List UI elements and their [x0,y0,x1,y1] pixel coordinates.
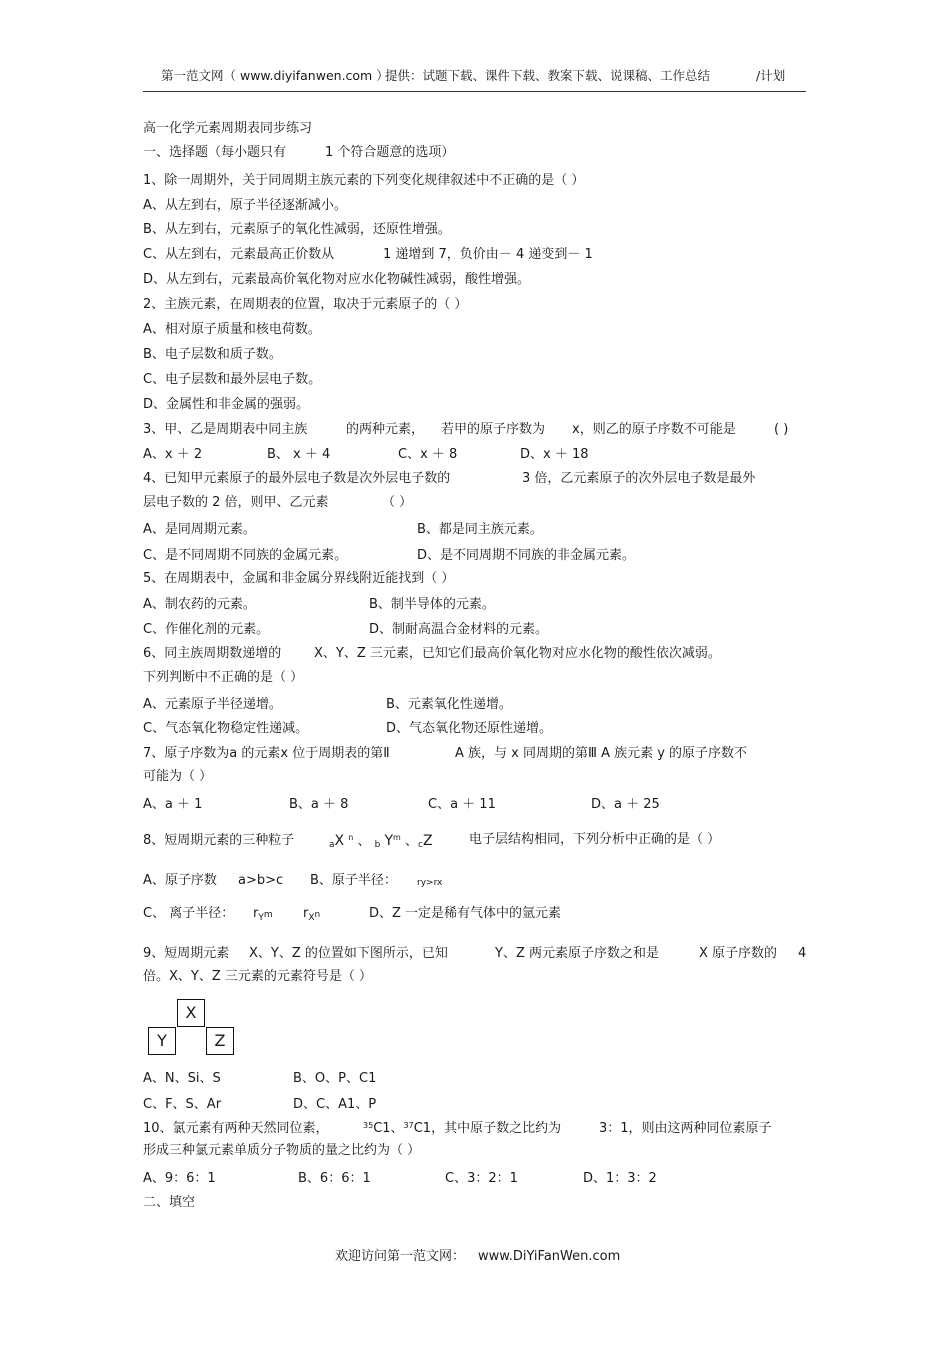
q6-option-a: A、元素原子半径递增。 [143,697,282,712]
q6-stem-1a: 6、同主族周期数递增的 [143,646,282,661]
q8-sep-2: 、 [404,834,418,849]
q7-option-b: B、a ＋ 8 [289,797,349,812]
q10-stem-2: 形成三种氯元素单质分子物质的量之比约为（ ） [143,1143,421,1158]
q7-option-c: C、a ＋ 11 [428,797,496,812]
q8-particle-x [329,833,433,850]
q6-option-b: B、元素氧化性递增。 [386,697,512,712]
q3-stem-3: 若甲的原子序数为 [441,422,546,437]
q6-stem-1b: X、Y、Z 三元素，已知它们最高价氧化物对应水化物的酸性依次减弱。 [314,646,721,661]
q10-option-b: B、6：6：1 [298,1171,371,1186]
q9-diagram-box-y: Y [148,1027,176,1055]
header-provides: 提供：试题下载、课件下载、教案下载、说课稿、工作总结 [385,68,711,83]
q8-particle-x-sub: a [329,840,335,850]
q4-stem-1a: 4、已知甲元素原子的最外层电子数是次外层电子数的 [143,471,451,486]
q8-c-sub1: Y [258,913,264,923]
q7-option-a: A、a ＋ 1 [143,797,203,812]
footer-text: 欢迎访问第一范文网： [335,1249,466,1264]
q8-option-c-rx [303,906,320,923]
q8-c-sup2: n [314,910,321,920]
q4-option-b: B、都是同主族元素。 [417,522,543,537]
q9-stem-2: 倍。X、Y、Z 三元素的元素符号是（ ） [143,969,373,984]
q4-option-d: D、是不同周期不同族的非金属元素。 [417,548,636,563]
q4-option-c: C、是不同周期不同族的金属元素。 [143,548,348,563]
q5-option-c: C、作催化剂的元素。 [143,622,270,637]
q8-c-r2: r [303,906,309,921]
q8-option-c: C、 离子半径： [143,906,235,921]
q10-sup-35: 35 [363,1121,374,1130]
section2-label: 二、填空 [143,1195,196,1210]
q1-option-c: C、从左到右，元素最高正价数从 [143,247,335,262]
q3-stem-1: 3、甲、乙是周期表中同主族 [143,422,308,437]
q8-c-sup1: m [263,910,273,920]
q4-stem-1b: 3 倍，乙元素原子的次外层电子数是最外 [522,471,756,486]
q10-isotopes [363,1121,561,1137]
q8-option-a: A、原子序数 [143,873,217,888]
q7-stem-2: 可能为（ ） [143,769,213,784]
q8-option-c-ry [253,906,273,923]
q9-stem-1d: X 原子序数的 [699,946,778,961]
q5-option-b: B、制半导体的元素。 [369,597,495,612]
q8-particle-y-sup: m [393,833,401,842]
q8-particle-z-sub: c [418,840,423,850]
q3-option-b: B、 x ＋ 4 [267,447,331,462]
section1-note: 1 个符合题意的选项） [325,145,455,160]
footer-link[interactable]: www.DiYiFanWen.com [478,1249,621,1264]
q9-stem-1a: 9、短周期元素 [143,946,230,961]
q9-stem-1e: 4 [798,946,807,961]
q7-stem-1b: A 族，与 x 同周期的第Ⅲ A 族元素 y 的原子序数不 [455,746,748,761]
q5-option-a: A、制农药的元素。 [143,597,256,612]
q6-option-d: D、气态氧化物还原性递增。 [386,721,553,736]
q2-option-a: A、相对原子质量和核电荷数。 [143,322,321,337]
q10-stem-1a: 10、氯元素有两种天然同位素， [143,1121,329,1136]
q8-particle-x-symbol: X [334,833,345,849]
q10-iso-2: C1，其中原子数之比约为 [413,1121,562,1136]
q4-stem-2a: 层电子数的 2 倍，则甲、乙元素 [143,495,329,510]
q10-iso-1: C1、 [373,1121,404,1136]
q8-particle-z-symbol: Z [422,833,433,849]
q8-sep-1: 、 [357,834,371,849]
q6-option-c: C、气态氧化物稳定性递减。 [143,721,309,736]
q3-answer-paren: ( ) [774,422,789,437]
q10-option-d: D、1：3：2 [583,1171,657,1186]
q9-option-b: B、O、P、C1 [293,1071,377,1086]
q9-option-d: D、C、A1、P [293,1097,377,1112]
q2-option-c: C、电子层数和最外层电子数。 [143,372,322,387]
q8-option-b: B、原子半径： [310,873,397,888]
q4-stem-2b: （ ） [382,495,413,510]
q9-option-c: C、F、S、Ar [143,1097,222,1112]
page-title: 高一化学元素周期表同步练习 [143,121,313,136]
section1-label: 一、选择题（每小题只有 [143,145,287,160]
q2-stem: 2、主族元素，在周期表的位置，取决于元素原子的（ ） [143,297,468,312]
q9-option-a: A、N、Si、S [143,1071,221,1086]
q3-option-d: D、x ＋ 18 [520,447,589,462]
q5-stem: 5、在周期表中，金属和非金属分界线附近能找到（ ） [143,571,455,586]
q8-c-r1: r [253,906,259,921]
q1-option-a: A、从左到右，原子半径逐渐减小。 [143,198,347,213]
q8-particle-y-symbol: Y [384,833,394,849]
q1-option-d: D、从左到右，元素最高价氧化物对应水化物碱性减弱，酸性增强。 [143,272,531,287]
q10-option-a: A、9：6：1 [143,1171,216,1186]
q10-sup-37: 37 [403,1121,414,1130]
q8-option-a-value: a>b>c [238,873,284,888]
q2-option-b: B、电子层数和质子数。 [143,347,282,362]
q6-stem-2: 下列判断中不正确的是（ ） [143,670,304,685]
q3-stem-4: x，则乙的原子序数不可能是 [572,422,736,437]
q1-option-c-cont: 1 递增到 7，负价由－ 4 递变到－ 1 [383,247,593,262]
q8-option-b-value: ry>rx [417,878,443,888]
q9-stem-1c: Y、Z 两元素原子序数之和是 [495,946,659,961]
q3-option-a: A、x ＋ 2 [143,447,203,462]
q2-option-d: D、金属性和非金属的强弱。 [143,397,310,412]
q1-stem: 1、除一周期外，关于同周期主族元素的下列变化规律叙述中不正确的是（ ） [143,173,585,188]
q9-stem-1b: X、Y、Z 的位置如下图所示，已知 [249,946,448,961]
q10-option-c: C、3：2：1 [445,1171,518,1186]
q8-c-sub2: X [308,913,315,923]
q3-option-c: C、x ＋ 8 [398,447,458,462]
q9-diagram-box-x: X [177,999,205,1027]
q3-stem-2: 的两种元素， [346,422,425,437]
q8-particle-y-sub: b [374,840,381,850]
q1-option-b: B、从左到右，元素原子的氧化性减弱，还原性增强。 [143,222,451,237]
q9-diagram-box-z: Z [206,1027,234,1055]
header-plan: /计划 [756,68,786,83]
q8-option-d: D、Z 一定是稀有气体中的氩元素 [369,906,562,921]
q7-stem-1a: 7、原子序数为a 的元素x 位于周期表的第Ⅱ [143,746,390,761]
header-rule [143,91,806,92]
q8-particle-x-sup: n [348,833,354,842]
q8-stem-b: 电子层结构相同，下列分析中正确的是（ ） [469,832,721,847]
q5-option-d: D、制耐高温合金材料的元素。 [369,622,549,637]
q4-option-a: A、是同周期元素。 [143,522,256,537]
header-site: 第一范文网（ www.diyifanwen.com ） [161,68,389,83]
q7-option-d: D、a ＋ 25 [591,797,660,812]
q10-stem-1c: 3：1，则由这两种同位素原子 [599,1121,772,1136]
q8-stem-a: 8、短周期元素的三种粒子 [143,833,295,848]
